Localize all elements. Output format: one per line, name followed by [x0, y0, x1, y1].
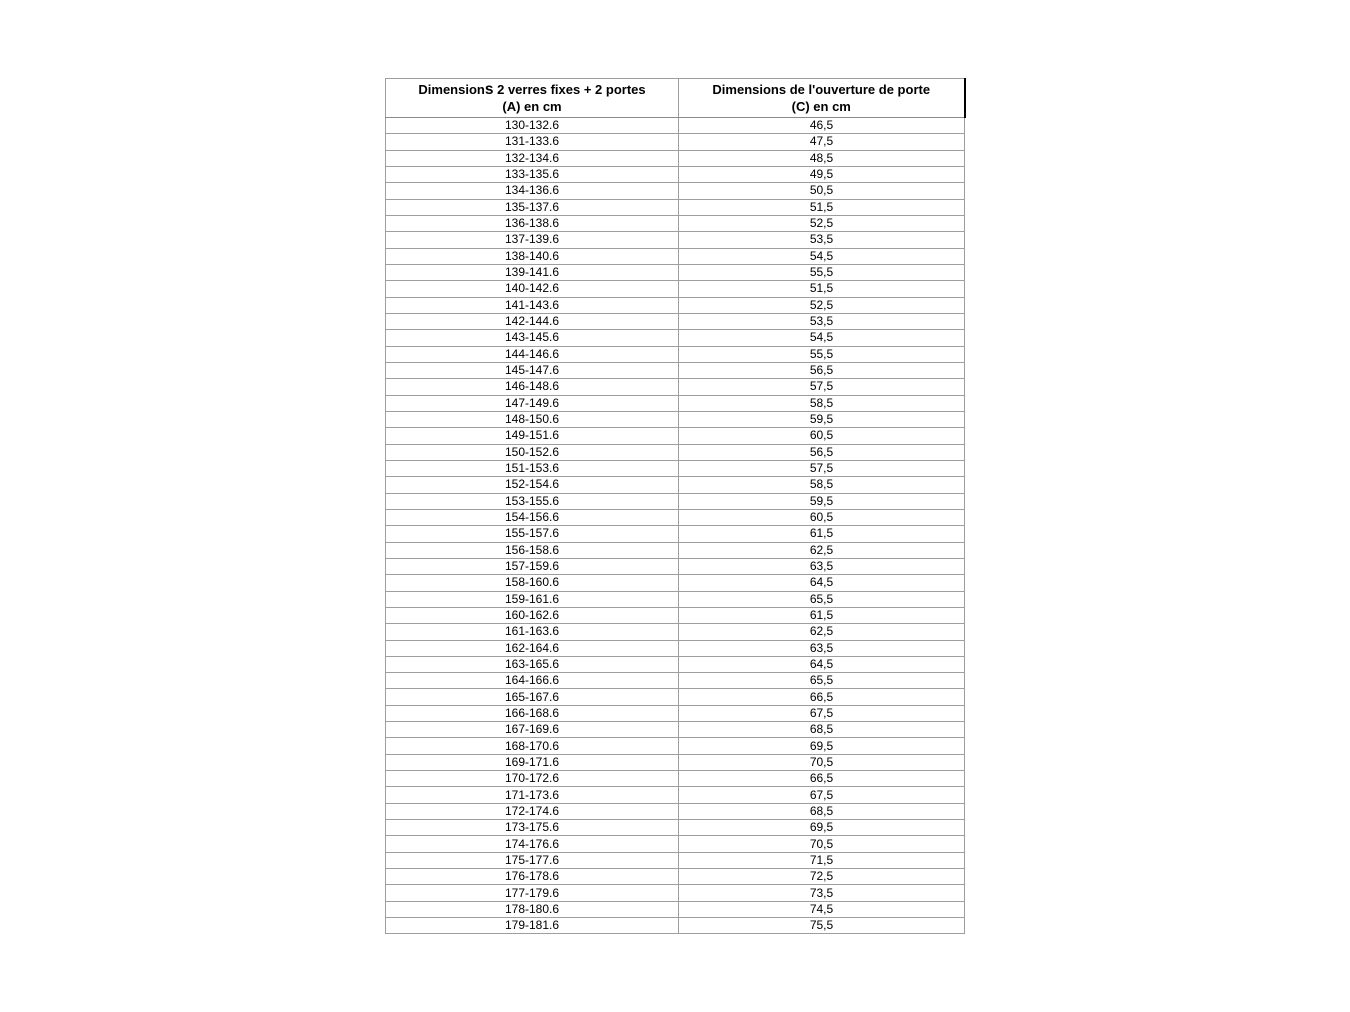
table-row	[386, 640, 965, 656]
table-row	[386, 836, 965, 852]
table-row	[386, 787, 965, 803]
dimension-c-cell: 64,5	[679, 656, 965, 672]
dimension-a-cell: 161-163.6	[386, 624, 679, 640]
table-row	[386, 591, 965, 607]
dimension-a-cell: 147-149.6	[386, 395, 679, 411]
dimension-c-cell: 64,5	[679, 575, 965, 591]
dimension-a-cell: 153-155.6	[386, 493, 679, 509]
dimension-a-cell: 177-179.6	[386, 885, 679, 901]
table-row	[386, 689, 965, 705]
table-row	[386, 738, 965, 754]
table-row	[386, 624, 965, 640]
table-row	[386, 248, 965, 264]
dimension-a-cell: 151-153.6	[386, 460, 679, 476]
dimension-c-cell: 59,5	[679, 411, 965, 427]
dimension-a-cell: 152-154.6	[386, 477, 679, 493]
dimension-c-cell: 70,5	[679, 836, 965, 852]
dimension-a-cell: 154-156.6	[386, 509, 679, 525]
table-row	[386, 215, 965, 231]
dimension-a-cell: 162-164.6	[386, 640, 679, 656]
dimension-c-cell: 62,5	[679, 624, 965, 640]
dimension-c-cell: 63,5	[679, 558, 965, 574]
dimension-a-cell: 176-178.6	[386, 869, 679, 885]
table-row	[386, 460, 965, 476]
table-row	[386, 901, 965, 917]
table-row	[386, 558, 965, 574]
table-row	[386, 918, 965, 934]
dimension-a-cell: 166-168.6	[386, 705, 679, 721]
dimension-a-cell: 134-136.6	[386, 183, 679, 199]
dimension-a-cell: 150-152.6	[386, 444, 679, 460]
dimension-c-cell: 58,5	[679, 395, 965, 411]
dimension-a-cell: 133-135.6	[386, 166, 679, 182]
table-row	[386, 509, 965, 525]
dimension-c-cell: 57,5	[679, 460, 965, 476]
table-row	[386, 411, 965, 427]
table-row	[386, 575, 965, 591]
dimension-c-cell: 56,5	[679, 444, 965, 460]
dimension-a-cell: 141-143.6	[386, 297, 679, 313]
dimension-c-cell: 52,5	[679, 297, 965, 313]
dimension-a-cell: 149-151.6	[386, 428, 679, 444]
table-row	[386, 705, 965, 721]
dimension-c-cell: 55,5	[679, 264, 965, 280]
dimension-a-cell: 131-133.6	[386, 134, 679, 150]
dimension-c-cell: 73,5	[679, 885, 965, 901]
dimension-c-cell: 70,5	[679, 754, 965, 770]
dimension-c-cell: 69,5	[679, 738, 965, 754]
dimension-a-cell: 136-138.6	[386, 215, 679, 231]
dimension-c-cell: 63,5	[679, 640, 965, 656]
table-row	[386, 346, 965, 362]
table-row	[386, 232, 965, 248]
table-row	[386, 297, 965, 313]
dimension-c-cell: 68,5	[679, 803, 965, 819]
table-row	[386, 379, 965, 395]
dimension-c-cell: 55,5	[679, 346, 965, 362]
dimension-a-cell: 173-175.6	[386, 820, 679, 836]
dimension-c-cell: 49,5	[679, 166, 965, 182]
dimension-a-cell: 175-177.6	[386, 852, 679, 868]
dimension-c-cell: 58,5	[679, 477, 965, 493]
dimension-a-cell: 168-170.6	[386, 738, 679, 754]
dimension-c-cell: 60,5	[679, 509, 965, 525]
table-row	[386, 444, 965, 460]
dimension-c-cell: 52,5	[679, 215, 965, 231]
dimension-a-cell: 163-165.6	[386, 656, 679, 672]
dimension-c-cell: 51,5	[679, 281, 965, 297]
dimension-c-cell: 74,5	[679, 901, 965, 917]
dimension-a-cell: 160-162.6	[386, 607, 679, 623]
table-row	[386, 428, 965, 444]
dimension-c-cell: 54,5	[679, 248, 965, 264]
dimension-a-cell: 178-180.6	[386, 901, 679, 917]
dimension-a-cell: 143-145.6	[386, 330, 679, 346]
dimension-a-cell: 172-174.6	[386, 803, 679, 819]
table-row	[386, 395, 965, 411]
dimension-c-cell: 54,5	[679, 330, 965, 346]
dimension-a-cell: 165-167.6	[386, 689, 679, 705]
dimension-c-cell: 65,5	[679, 591, 965, 607]
table-row	[386, 330, 965, 346]
dimension-c-cell: 67,5	[679, 787, 965, 803]
dimension-a-cell: 155-157.6	[386, 526, 679, 542]
dimension-a-cell: 164-166.6	[386, 673, 679, 689]
table-row	[386, 477, 965, 493]
table-row	[386, 313, 965, 329]
header-col-c-line1: Dimensions de l'ouverture de porte	[712, 82, 931, 97]
table-row	[386, 885, 965, 901]
table-row	[386, 820, 965, 836]
dimension-c-cell: 66,5	[679, 689, 965, 705]
header-col-c	[679, 79, 965, 118]
dimension-c-cell: 56,5	[679, 362, 965, 378]
header-col-a	[386, 79, 679, 118]
dimension-a-cell: 137-139.6	[386, 232, 679, 248]
table-row	[386, 673, 965, 689]
dimension-c-cell: 68,5	[679, 722, 965, 738]
dimension-a-cell: 174-176.6	[386, 836, 679, 852]
dimensions-table	[385, 78, 966, 934]
dimension-a-cell: 156-158.6	[386, 542, 679, 558]
dimension-c-cell: 61,5	[679, 607, 965, 623]
dimension-a-cell: 130-132.6	[386, 118, 679, 134]
dimension-a-cell: 145-147.6	[386, 362, 679, 378]
table-row	[386, 118, 965, 134]
dimension-a-cell: 169-171.6	[386, 754, 679, 770]
table-row	[386, 722, 965, 738]
dimension-c-cell: 53,5	[679, 232, 965, 248]
table-row	[386, 656, 965, 672]
dimension-c-cell: 48,5	[679, 150, 965, 166]
dimension-c-cell: 51,5	[679, 199, 965, 215]
dimension-c-cell: 60,5	[679, 428, 965, 444]
dimension-a-cell: 146-148.6	[386, 379, 679, 395]
table-row	[386, 803, 965, 819]
table-row	[386, 166, 965, 182]
table-row	[386, 199, 965, 215]
table-row	[386, 771, 965, 787]
dimension-a-cell: 140-142.6	[386, 281, 679, 297]
table-row	[386, 754, 965, 770]
dimension-c-cell: 46,5	[679, 118, 965, 134]
header-col-c-line2: (C) en cm	[791, 99, 851, 114]
dimension-c-cell: 65,5	[679, 673, 965, 689]
table-row	[386, 281, 965, 297]
dimension-c-cell: 61,5	[679, 526, 965, 542]
dimension-a-cell: 138-140.6	[386, 248, 679, 264]
table-row	[386, 542, 965, 558]
dimension-c-cell: 69,5	[679, 820, 965, 836]
table-row	[386, 362, 965, 378]
dimension-a-cell: 148-150.6	[386, 411, 679, 427]
table-row	[386, 869, 965, 885]
dimension-a-cell: 135-137.6	[386, 199, 679, 215]
dimension-a-cell: 157-159.6	[386, 558, 679, 574]
table-row	[386, 183, 965, 199]
dimension-a-cell: 132-134.6	[386, 150, 679, 166]
dimension-a-cell: 179-181.6	[386, 918, 679, 934]
dimension-c-cell: 67,5	[679, 705, 965, 721]
dimension-a-cell: 170-172.6	[386, 771, 679, 787]
table-row	[386, 264, 965, 280]
odd-s-glyph: s	[484, 81, 494, 98]
dimension-a-cell: 144-146.6	[386, 346, 679, 362]
dimension-c-cell: 62,5	[679, 542, 965, 558]
header-col-a-line1: Dimensions 2 verres fixes + 2 portes	[418, 81, 646, 98]
dimension-a-cell: 142-144.6	[386, 313, 679, 329]
dimension-c-cell: 72,5	[679, 869, 965, 885]
dimension-c-cell: 75,5	[679, 918, 965, 934]
dimension-c-cell: 59,5	[679, 493, 965, 509]
dimension-c-cell: 50,5	[679, 183, 965, 199]
dimension-c-cell: 57,5	[679, 379, 965, 395]
dimension-c-cell: 71,5	[679, 852, 965, 868]
dimension-c-cell: 53,5	[679, 313, 965, 329]
header-row	[386, 79, 965, 118]
table-row	[386, 493, 965, 509]
table-row	[386, 150, 965, 166]
table-row	[386, 852, 965, 868]
dimension-a-cell: 139-141.6	[386, 264, 679, 280]
table-row	[386, 526, 965, 542]
dimension-a-cell: 158-160.6	[386, 575, 679, 591]
dimension-c-cell: 66,5	[679, 771, 965, 787]
table-row	[386, 134, 965, 150]
dimension-c-cell: 47,5	[679, 134, 965, 150]
table-row	[386, 607, 965, 623]
dimension-a-cell: 167-169.6	[386, 722, 679, 738]
header-col-a-line2: (A) en cm	[502, 99, 562, 114]
dimension-a-cell: 171-173.6	[386, 787, 679, 803]
dimension-a-cell: 159-161.6	[386, 591, 679, 607]
table-body	[386, 118, 965, 934]
